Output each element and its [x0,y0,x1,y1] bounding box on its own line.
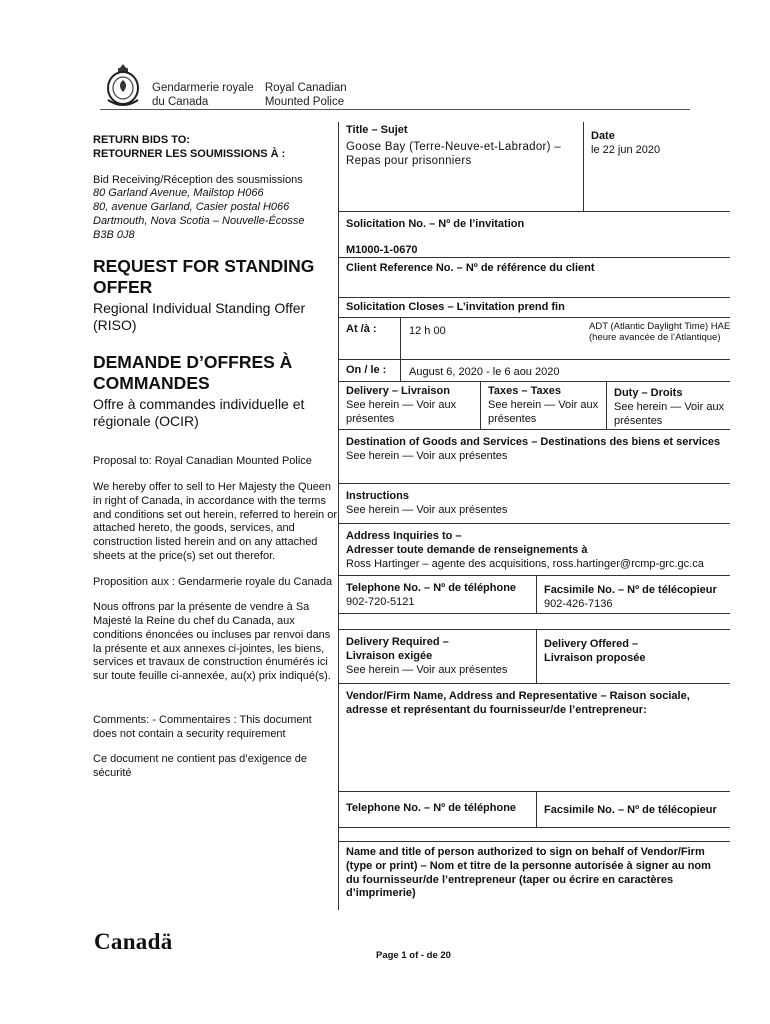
address-line5: B3B 0J8 [93,228,135,241]
return-bids-en: RETURN BIDS TO: [93,134,190,146]
document-header [100,60,690,110]
fax-value: 902-426-7136 [544,597,613,610]
vendor-fax-cell[interactable] [537,802,717,820]
at-value: 12 h 00 [409,325,446,337]
on-value: August 6, 2020 - le 6 aou 2020 [409,366,560,378]
solicitation-value: M1000-1-0670 [346,244,418,256]
address-line2: 80 Garland Avenue, Mailstop H066 [93,187,264,200]
client-ref-row [339,258,730,298]
delivery-label: Delivery – Livraison [346,385,450,397]
date-cell [584,128,660,160]
title-date-row [339,122,730,212]
at-label-cell [339,318,401,359]
spacer-row [339,614,730,630]
inquiries-value: Ross Hartinger – agente des acquisitions, ross.hartinger@rcmp-grc.gc.ca [346,557,704,570]
agency-en-line1: Royal Canadian [264,82,347,94]
solicitation-form [338,122,730,910]
vendor-row[interactable] [339,684,730,792]
taxes-label: Taxes – Taxes [488,385,561,397]
destination-row [339,430,730,484]
solicitation-value-row [339,244,730,258]
date-value: le 22 jun 2020 [591,143,661,156]
agency-fr-line1: Gendarmerie royale [152,82,254,94]
taxes-value: See herein — Voir aux présentes [488,398,599,425]
return-bids-fr: RETOURNER LES SOUMISSIONS À : [93,147,286,160]
closes-label: Solicitation Closes – L’invitation prend fin [346,301,565,313]
inquiries-label1: Address Inquiries to – [346,530,462,542]
on-label-cell [339,360,401,381]
agency-fr-line2: du Canada [152,95,209,108]
agency-name [152,82,355,110]
duty-cell [607,385,731,430]
inquiries-row [339,524,730,576]
vendor-fax-label: Facsimile No. – Nº de télécopieur [544,804,717,816]
offer-en: We hereby offer to sell to Her Majesty the Queen in right of Canada, in accordance with the terms and conditions set out herein, referred to herein or attached hereto, the goods, services, and construction listed herein and on any attached sheets at the price(s) set out therefor. [93,481,337,562]
title-label: Title – Sujet [346,124,408,136]
delivery-value: See herein — Voir aux présentes [346,398,457,425]
date-label: Date [591,130,615,142]
instructions-value: See herein — Voir aux présentes [346,503,508,516]
vendor-telephone-label: Telephone No. – Nº de téléphone [346,802,517,814]
solicitation-row [339,212,730,244]
delivery-required-offered-row [339,630,730,684]
agency-en-line2: Mounted Police [264,95,345,108]
vendor-telephone-fax-row [339,792,730,828]
demande-subtitle: Offre à commandes individuelle et régionale (OCIR) [93,395,305,429]
proposal-fr: Proposition aux : Gendarmerie royale du Canada [93,575,333,588]
left-column [93,134,338,793]
vendor-telephone-cell[interactable] [339,792,537,827]
title-cell [339,122,584,211]
comments-fr: Ce document ne contient pas d’exigence de sécurité [93,753,308,780]
demande-title: DEMANDE D’OFFRES À COMMANDES [93,351,293,393]
delivery-offered-label1: Delivery Offered – [544,638,639,650]
fax-cell [537,582,717,614]
telephone-cell [339,576,537,613]
inquiries-label2: Adresser toute demande de renseignements à [346,543,588,556]
timezone-text: ADT (Atlantic Daylight Time) HAE (heure avancée de l’Atlantique) [589,321,731,343]
telephone-value: 902-720-5121 [346,595,415,608]
comments-en: Comments: - Commentaires : This document does not contain a security requirement [93,713,312,740]
duty-value: See herein — Voir aux présentes [614,400,725,427]
address-line1: Bid Receiving/Réception des sousmissions [93,173,303,186]
offer-fr: Nous offrons par la présente de vendre à Sa Majesté la Reine du chef du Canada, aux conditions énoncées ou incluses par renvoi dans la présente et aux annexes ci-jointes, les biens, services et travaux de construction énumérés ici sur toute feuille ci-annexée, au(x) prix indiqué(s). [93,601,331,683]
duty-label: Duty – Droits [614,387,683,399]
title-value: Goose Bay (Terre-Neuve-et-Labrador) – Repas pour prisonniers [346,140,561,168]
destination-value: See herein — Voir aux présentes [346,449,508,462]
at-label: At /à : [346,323,377,335]
spacer-row-2 [339,828,730,842]
fax-label: Facsimile No. – Nº de télécopieur [544,584,717,596]
rcmp-crest-icon [102,62,144,108]
delivery-offered-label2: Livraison proposée [544,651,646,664]
telephone-label: Telephone No. – Nº de téléphone [346,582,517,594]
delivery-required-value: See herein — Voir aux présentes [346,663,508,676]
signatory-label: Name and title of person authorized to sign on behalf of Vendor/Firm (type or print) – Nom et titre de la personne autorisée à signer au nom du fournisseur/de l’entrepreneur (taper ou écrire en caractères d’imprimerie) [346,846,711,900]
delivery-required-cell [339,630,537,683]
delivery-required-label1: Delivery Required – [346,636,449,648]
client-ref-label: Client Reference No. – Nº de référence du client [346,262,595,274]
on-label: On / le : [346,364,387,376]
canada-wordmark: Canadä [94,929,173,954]
delivery-offered-cell [537,636,645,668]
instructions-row [339,484,730,524]
solicitation-label: Solicitation No. – Nº de l’invitation [346,218,525,230]
destination-label: Destination of Goods and Services – Destinations des biens et services [346,436,721,448]
delivery-required-label2: Livraison exigée [346,649,433,662]
proposal-en: Proposal to: Royal Canadian Mounted Police [93,455,312,468]
address-line4: Dartmouth, Nova Scotia – Nouvelle-Écosse [93,214,305,227]
vendor-label: Vendor/Firm Name, Address and Representative – Raison sociale, adresse et représentant du fournisseur/de l’entrepreneur: [346,690,690,716]
instructions-label: Instructions [346,490,409,502]
request-title: REQUEST FOR STANDING OFFER [93,256,315,298]
delivery-taxes-duty-row [339,382,730,430]
taxes-cell [481,382,607,429]
signatory-row[interactable] [339,842,730,910]
delivery-cell [339,382,481,429]
page-number: Page 1 of - de 20 [376,950,451,961]
closes-row [339,298,730,318]
telephone-fax-row [339,576,730,614]
at-row [339,318,730,360]
on-row [339,360,730,382]
address-line3: 80, avenue Garland, Casier postal H066 [93,201,290,213]
request-subtitle: Regional Individual Standing Offer (RISO) [93,300,306,334]
